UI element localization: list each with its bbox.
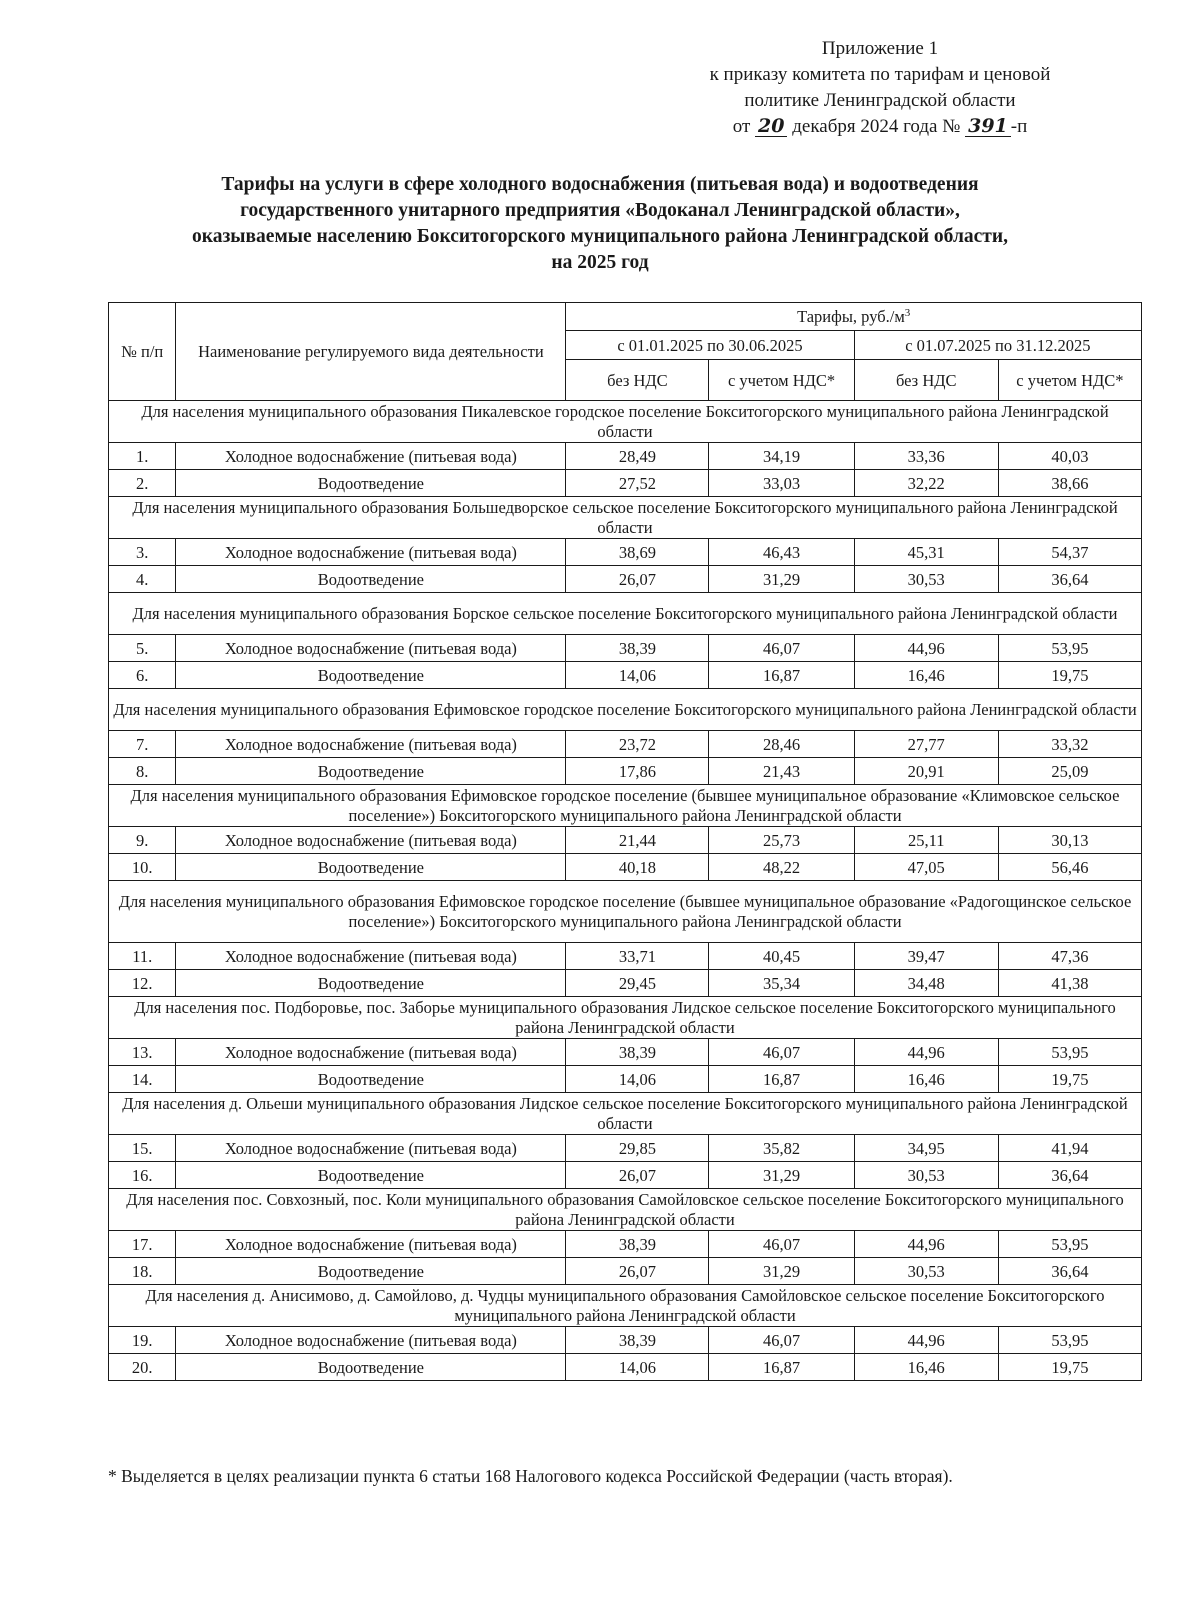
row-number: 8. [109, 758, 176, 785]
header-without-vat: без НДС [854, 360, 998, 401]
tariff-p2-without-vat: 16,46 [854, 1066, 998, 1093]
tariff-p1-with-vat: 31,29 [709, 566, 854, 593]
section-header-row [109, 881, 1142, 943]
tariff-p2-with-vat: 54,37 [998, 539, 1141, 566]
row-number: 18. [109, 1258, 176, 1285]
document-title [60, 172, 1140, 276]
appendix-line-2: к приказу комитета по тарифам и ценовой [709, 64, 1051, 85]
tariff-p2-without-vat: 33,36 [854, 443, 998, 470]
tariff-p2-without-vat: 44,96 [854, 1039, 998, 1066]
row-activity-name: Холодное водоснабжение (питьевая вода) [176, 1231, 566, 1258]
order-number-suffix: -п [1010, 116, 1028, 137]
table-row [109, 758, 1142, 785]
row-activity-name: Водоотведение [176, 758, 566, 785]
tariff-p2-with-vat: 53,95 [998, 1231, 1141, 1258]
tariff-p2-with-vat: 53,95 [998, 1039, 1141, 1066]
tariff-p2-without-vat: 47,05 [854, 854, 998, 881]
tariff-p1-with-vat: 16,87 [709, 1354, 854, 1381]
tariff-p2-without-vat: 44,96 [854, 1327, 998, 1354]
section-title: Для населения д. Анисимово, д. Самойлово, д. Чудцы муниципального образования Самойловское сельское поселение Бокситогорского муниципального района Ленинградской области [109, 1285, 1142, 1327]
tariff-p2-with-vat: 36,64 [998, 1162, 1141, 1189]
tariff-p2-with-vat: 53,95 [998, 635, 1141, 662]
row-number: 19. [109, 1327, 176, 1354]
tariff-p2-with-vat: 56,46 [998, 854, 1141, 881]
tariffs-table-body [109, 401, 1142, 1381]
tariff-p1-without-vat: 26,07 [566, 1162, 709, 1189]
section-header-row [109, 997, 1142, 1039]
tariff-p1-without-vat: 28,49 [566, 443, 709, 470]
tariff-p2-with-vat: 53,95 [998, 1327, 1141, 1354]
table-row [109, 1231, 1142, 1258]
title-line-1: Тарифы на услуги в сфере холодного водоснабжения (питьевая вода) и водоотведения [221, 174, 979, 195]
tariff-p1-with-vat: 46,07 [709, 635, 854, 662]
header-activity-name: Наименование регулируемого вида деятельности [176, 303, 566, 401]
tariff-p1-without-vat: 38,69 [566, 539, 709, 566]
row-activity-name: Холодное водоснабжение (питьевая вода) [176, 635, 566, 662]
handwritten-order-number: 391 [965, 116, 1011, 137]
tariff-p1-with-vat: 16,87 [709, 662, 854, 689]
header-tariffs-label: Тарифы, руб./м [797, 307, 905, 326]
tariff-p1-without-vat: 33,71 [566, 943, 709, 970]
header-with-vat: с учетом НДС* [709, 360, 854, 401]
section-title: Для населения муниципального образования Пикалевское городское поселение Бокситогорского муниципального района Ленинградской области [109, 401, 1142, 443]
tariff-p2-with-vat: 19,75 [998, 1354, 1141, 1381]
header-period-2: с 01.07.2025 по 31.12.2025 [854, 331, 1141, 360]
tariff-p2-without-vat: 45,31 [854, 539, 998, 566]
row-number: 3. [109, 539, 176, 566]
row-number: 20. [109, 1354, 176, 1381]
table-row [109, 1162, 1142, 1189]
table-row [109, 827, 1142, 854]
row-activity-name: Водоотведение [176, 470, 566, 497]
table-row [109, 731, 1142, 758]
section-header-row [109, 1285, 1142, 1327]
tariff-p2-without-vat: 32,22 [854, 470, 998, 497]
section-header-row [109, 1093, 1142, 1135]
tariff-p1-with-vat: 40,45 [709, 943, 854, 970]
section-title: Для населения муниципального образования Ефимовское городское поселение (бывшее муниципальное образование «Климовское сельское поселение») Бокситогорского муниципального района Ленинградской области [109, 785, 1142, 827]
tariff-p1-with-vat: 46,07 [709, 1231, 854, 1258]
title-line-2: государственного унитарного предприятия «Водоканал Ленинградской области», [240, 200, 960, 221]
table-row [109, 1039, 1142, 1066]
row-activity-name: Холодное водоснабжение (питьевая вода) [176, 943, 566, 970]
header-tariffs [566, 303, 1142, 331]
row-number: 9. [109, 827, 176, 854]
tariff-p1-with-vat: 25,73 [709, 827, 854, 854]
tariff-p2-with-vat: 33,32 [998, 731, 1141, 758]
tariff-p2-without-vat: 25,11 [854, 827, 998, 854]
tariff-p2-with-vat: 19,75 [998, 1066, 1141, 1093]
tariff-p1-without-vat: 14,06 [566, 662, 709, 689]
tariff-p2-without-vat: 30,53 [854, 1258, 998, 1285]
row-activity-name: Холодное водоснабжение (питьевая вода) [176, 539, 566, 566]
row-number: 10. [109, 854, 176, 881]
row-number: 14. [109, 1066, 176, 1093]
tariff-p1-without-vat: 27,52 [566, 470, 709, 497]
table-row [109, 1066, 1142, 1093]
row-activity-name: Холодное водоснабжение (питьевая вода) [176, 443, 566, 470]
title-line-4: на 2025 год [551, 252, 649, 273]
header-period-1: с 01.01.2025 по 30.06.2025 [566, 331, 854, 360]
appendix-line-1: Приложение 1 [821, 38, 939, 59]
row-activity-name: Водоотведение [176, 566, 566, 593]
tariff-p2-without-vat: 34,95 [854, 1135, 998, 1162]
header-tariffs-superscript: 3 [904, 307, 911, 319]
tariff-p2-with-vat: 41,38 [998, 970, 1141, 997]
tariff-p1-without-vat: 29,85 [566, 1135, 709, 1162]
row-number: 13. [109, 1039, 176, 1066]
table-row [109, 854, 1142, 881]
table-row [109, 1258, 1142, 1285]
tariff-p1-with-vat: 31,29 [709, 1162, 854, 1189]
row-number: 12. [109, 970, 176, 997]
section-title: Для населения д. Ольеши муниципального образования Лидское сельское поселение Бокситогорского муниципального района Ленинградской области [109, 1093, 1142, 1135]
section-header-row [109, 689, 1142, 731]
tariff-p2-without-vat: 20,91 [854, 758, 998, 785]
row-activity-name: Водоотведение [176, 854, 566, 881]
section-title: Для населения муниципального образования Ефимовское городское поселение Бокситогорского муниципального района Ленинградской области [109, 689, 1142, 731]
table-row [109, 943, 1142, 970]
table-row [109, 1135, 1142, 1162]
tariff-p2-without-vat: 27,77 [854, 731, 998, 758]
footnote: * Выделяется в целях реализации пункта 6 статьи 168 Налогового кодекса Российской Федерации (часть вторая). [108, 1466, 953, 1486]
tariff-p1-with-vat: 28,46 [709, 731, 854, 758]
tariff-p1-with-vat: 33,03 [709, 470, 854, 497]
tariff-p2-with-vat: 36,64 [998, 566, 1141, 593]
tariff-p2-without-vat: 16,46 [854, 662, 998, 689]
row-activity-name: Водоотведение [176, 1258, 566, 1285]
tariff-p1-with-vat: 35,82 [709, 1135, 854, 1162]
row-activity-name: Холодное водоснабжение (питьевая вода) [176, 827, 566, 854]
row-number: 16. [109, 1162, 176, 1189]
section-header-row [109, 593, 1142, 635]
tariff-p2-with-vat: 19,75 [998, 662, 1141, 689]
row-number: 4. [109, 566, 176, 593]
tariff-p2-without-vat: 30,53 [854, 566, 998, 593]
tariff-p2-without-vat: 16,46 [854, 1354, 998, 1381]
table-row [109, 566, 1142, 593]
tariff-p1-with-vat: 46,07 [709, 1039, 854, 1066]
row-activity-name: Водоотведение [176, 1162, 566, 1189]
tariff-p1-without-vat: 38,39 [566, 1231, 709, 1258]
table-row [109, 662, 1142, 689]
table-row [109, 970, 1142, 997]
section-header-row [109, 1189, 1142, 1231]
tariff-p1-with-vat: 46,43 [709, 539, 854, 566]
tariff-p2-with-vat: 41,94 [998, 1135, 1141, 1162]
row-activity-name: Холодное водоснабжение (питьевая вода) [176, 1327, 566, 1354]
tariff-p1-without-vat: 23,72 [566, 731, 709, 758]
title-line-3: оказываемые населению Бокситогорского муниципального района Ленинградской области, [192, 226, 1008, 247]
tariff-p1-without-vat: 17,86 [566, 758, 709, 785]
tariff-p1-with-vat: 31,29 [709, 1258, 854, 1285]
tariff-p1-with-vat: 34,19 [709, 443, 854, 470]
table-row [109, 539, 1142, 566]
header-num: № п/п [109, 303, 176, 401]
tariff-p1-without-vat: 21,44 [566, 827, 709, 854]
table-row [109, 1327, 1142, 1354]
row-number: 6. [109, 662, 176, 689]
appendix-date-line [640, 114, 1120, 140]
tariff-p1-without-vat: 26,07 [566, 1258, 709, 1285]
header-without-vat: без НДС [566, 360, 709, 401]
row-activity-name: Водоотведение [176, 970, 566, 997]
tariff-p2-with-vat: 47,36 [998, 943, 1141, 970]
section-header-row [109, 785, 1142, 827]
tariff-p2-without-vat: 44,96 [854, 635, 998, 662]
date-middle: декабря 2024 года № [792, 116, 961, 137]
tariff-p2-with-vat: 25,09 [998, 758, 1141, 785]
tariff-p2-with-vat: 30,13 [998, 827, 1141, 854]
tariff-p1-without-vat: 38,39 [566, 1327, 709, 1354]
tariff-p2-with-vat: 38,66 [998, 470, 1141, 497]
section-header-row [109, 497, 1142, 539]
handwritten-day: 20 [755, 116, 787, 137]
row-number: 15. [109, 1135, 176, 1162]
row-number: 11. [109, 943, 176, 970]
tariff-p2-with-vat: 36,64 [998, 1258, 1141, 1285]
tariff-p1-without-vat: 38,39 [566, 1039, 709, 1066]
section-title: Для населения пос. Подборовье, пос. Заборье муниципального образования Лидское сельское поселение Бокситогорского муниципального района Ленинградской области [109, 997, 1142, 1039]
row-number: 7. [109, 731, 176, 758]
tariff-p1-with-vat: 21,43 [709, 758, 854, 785]
tariff-p1-with-vat: 46,07 [709, 1327, 854, 1354]
row-activity-name: Водоотведение [176, 662, 566, 689]
tariff-p1-with-vat: 16,87 [709, 1066, 854, 1093]
tariff-p1-without-vat: 26,07 [566, 566, 709, 593]
tariff-p1-with-vat: 35,34 [709, 970, 854, 997]
tariff-p2-without-vat: 44,96 [854, 1231, 998, 1258]
tariff-p2-with-vat: 40,03 [998, 443, 1141, 470]
section-title: Для населения муниципального образования Ефимовское городское поселение (бывшее муниципальное образование «Радогощинское сельское поселение») Бокситогорского муниципального района Ленинградской области [109, 881, 1142, 943]
row-number: 2. [109, 470, 176, 497]
row-number: 17. [109, 1231, 176, 1258]
section-title: Для населения муниципального образования Борское сельское поселение Бокситогорского муниципального района Ленинградской области [109, 593, 1142, 635]
section-header-row [109, 401, 1142, 443]
tariff-p1-without-vat: 40,18 [566, 854, 709, 881]
tariff-p1-without-vat: 29,45 [566, 970, 709, 997]
row-activity-name: Водоотведение [176, 1066, 566, 1093]
tariff-p1-without-vat: 14,06 [566, 1354, 709, 1381]
row-number: 5. [109, 635, 176, 662]
row-activity-name: Холодное водоснабжение (питьевая вода) [176, 1039, 566, 1066]
table-row [109, 443, 1142, 470]
tariff-p1-without-vat: 14,06 [566, 1066, 709, 1093]
section-title: Для населения муниципального образования Большедворское сельское поселение Бокситогорского муниципального района Ленинградской области [109, 497, 1142, 539]
tariff-p2-without-vat: 34,48 [854, 970, 998, 997]
table-row [109, 1354, 1142, 1381]
row-activity-name: Холодное водоснабжение (питьевая вода) [176, 731, 566, 758]
table-row [109, 470, 1142, 497]
tariff-p2-without-vat: 30,53 [854, 1162, 998, 1189]
tariffs-table [108, 302, 1142, 1381]
appendix-line-3: политике Ленинградской области [744, 90, 1016, 111]
header-with-vat: с учетом НДС* [998, 360, 1141, 401]
row-activity-name: Холодное водоснабжение (питьевая вода) [176, 1135, 566, 1162]
tariff-p1-with-vat: 48,22 [709, 854, 854, 881]
date-prefix: от [732, 116, 751, 137]
tariff-p2-without-vat: 39,47 [854, 943, 998, 970]
row-activity-name: Водоотведение [176, 1354, 566, 1381]
section-title: Для населения пос. Совхозный, пос. Коли муниципального образования Самойловское сельское поселение Бокситогорского муниципального района Ленинградской области [109, 1189, 1142, 1231]
tariff-p1-without-vat: 38,39 [566, 635, 709, 662]
table-row [109, 635, 1142, 662]
row-number: 1. [109, 443, 176, 470]
appendix-header [640, 36, 1120, 140]
